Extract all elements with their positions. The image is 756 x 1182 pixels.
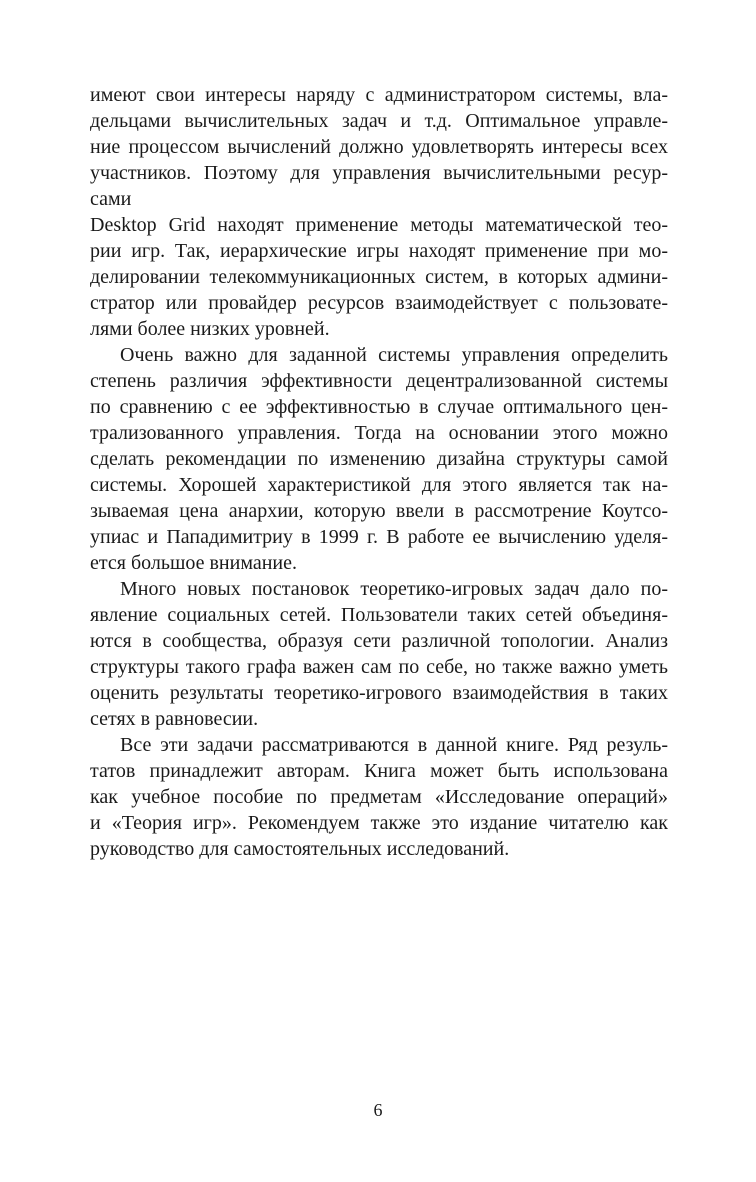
text-line: стратор или провайдер ресурсов взаимодействует с пользовате- (90, 292, 668, 314)
text-line: сами (90, 188, 132, 210)
text-line: сделать рекомендации по изменению дизайна структуры самой (90, 448, 668, 470)
text-line: трализованного управления. Тогда на основании этого можно (90, 422, 668, 444)
text-line: руководство для самостоятельных исследований. (90, 838, 510, 860)
text-line: рии игр. Так, иерархические игры находят применение при мо- (90, 240, 668, 262)
text-line: зываемая цена анархии, которую ввели в рассмотрение Коутсо- (90, 500, 668, 522)
text-line: ется большое внимание. (90, 552, 298, 574)
text-line: степень различия эффективности децентрализованной системы (90, 370, 668, 392)
text-line: системы. Хорошей характеристикой для этого является так на- (90, 474, 668, 496)
paragraph-1 (90, 82, 668, 342)
text-line: оценить результаты теоретико-игрового взаимодействия в таких (90, 682, 668, 704)
text-line: Очень важно для заданной системы управления определить (120, 344, 668, 366)
text-line: ются в сообщества, образуя сети различной топологии. Анализ (90, 630, 668, 652)
text-line: татов принадлежит авторам. Книга может быть использована (90, 760, 668, 782)
body-text (90, 82, 668, 862)
text-line: упиас и Пападимитриу в 1999 г. В работе ее вычислению уделя- (90, 526, 668, 548)
paragraph-4 (90, 732, 668, 862)
text-line: Все эти задачи рассматриваются в данной книге. Ряд резуль- (120, 734, 668, 756)
text-line: структуры такого графа важен сам по себе, но также важно уметь (90, 656, 668, 678)
text-line: дельцами вычислительных задач и т.д. Оптимальное управле- (90, 110, 668, 132)
text-line: ние процессом вычислений должно удовлетворять интересы всех (90, 136, 668, 158)
text-line: и «Теория игр». Рекомендуем также это издание читателю как (90, 812, 668, 834)
text-line: участников. Поэтому для управления вычислительными ресур- (90, 162, 668, 184)
text-line: Desktop Grid находят применение методы математической тео- (90, 214, 668, 236)
text-line: как учебное пособие по предметам «Исследование операций» (90, 786, 668, 808)
page-number: 6 (373, 1100, 383, 1120)
text-line: делировании телекоммуникационных систем, в которых админи- (90, 266, 668, 288)
text-line: явление социальных сетей. Пользователи таких сетей объединя- (90, 604, 668, 626)
text-line: лями более низких уровней. (90, 318, 330, 340)
text-line: сетях в равновесии. (90, 708, 259, 730)
paragraph-2 (90, 342, 668, 576)
paragraph-3 (90, 576, 668, 732)
text-line: Много новых постановок теоретико-игровых задач дало по- (120, 578, 668, 600)
text-line: имеют свои интересы наряду с администратором системы, вла- (90, 84, 668, 106)
text-line: по сравнению с ее эффективностью в случае оптимального цен- (90, 396, 668, 418)
